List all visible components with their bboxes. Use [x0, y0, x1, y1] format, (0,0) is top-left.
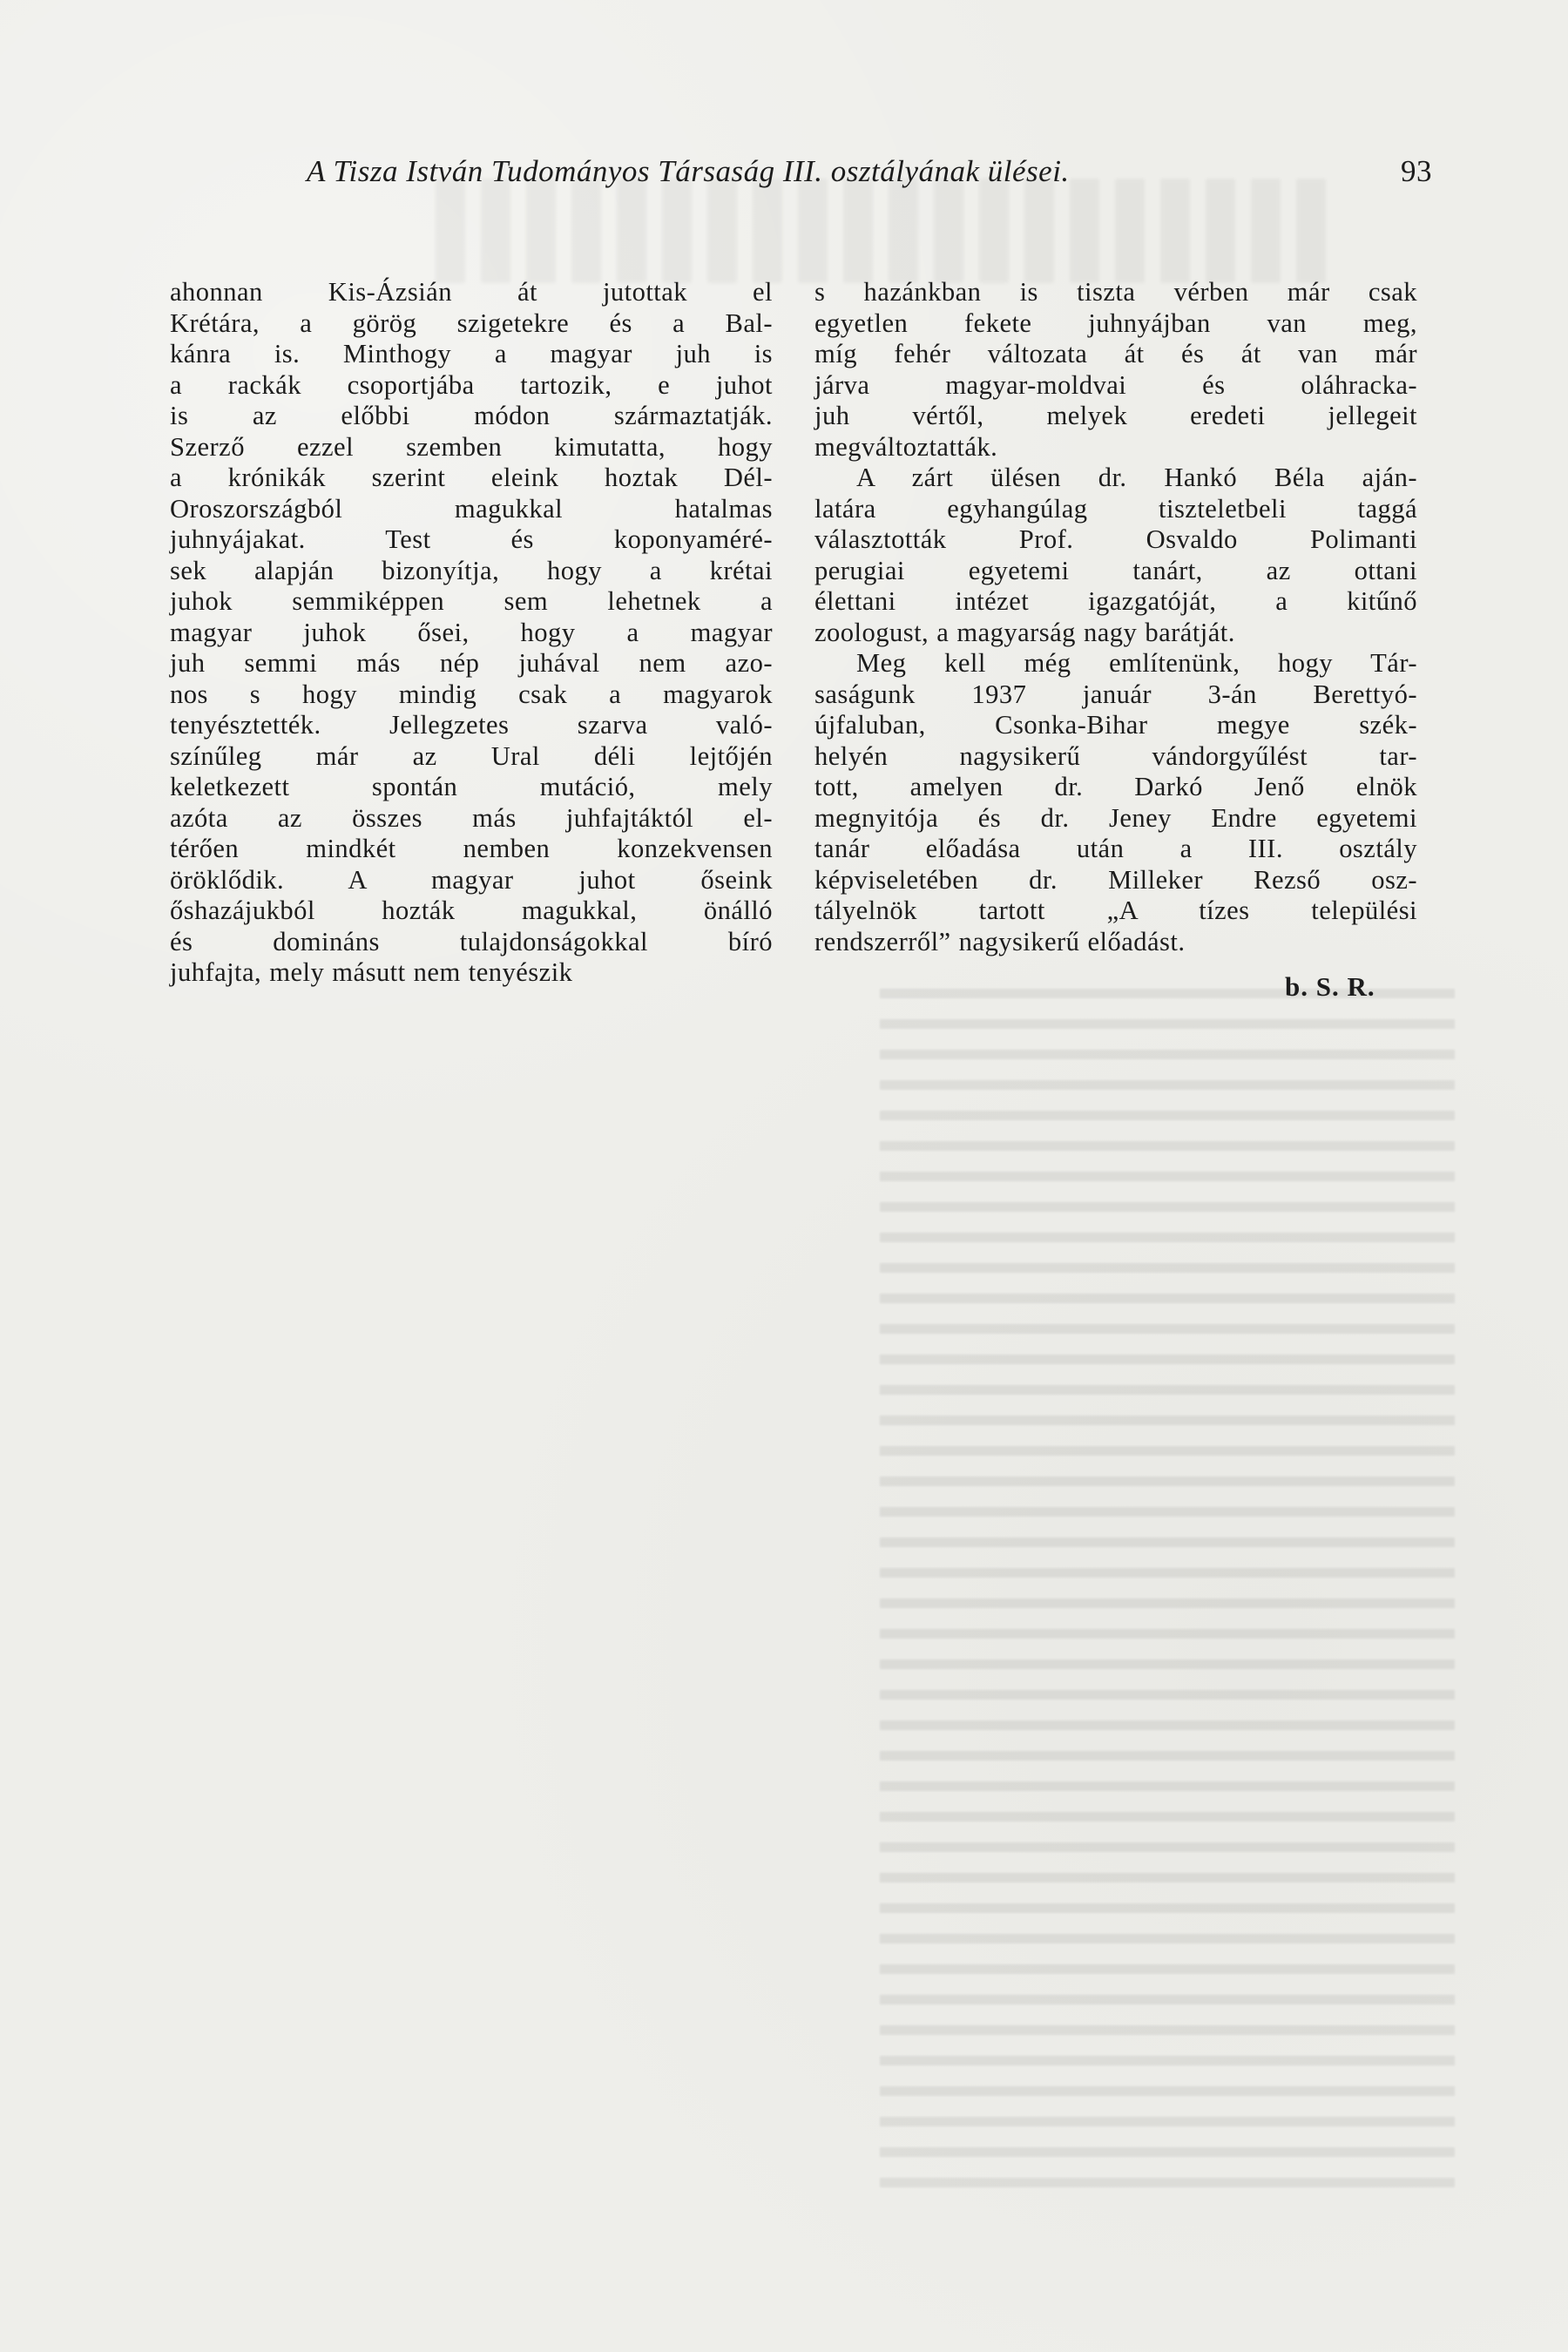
left-text-column — [170, 277, 773, 989]
left-line: juhfajta, mely másutt nem tenyészik — [170, 957, 573, 987]
left-line: kánra is. Minthogy a magyar juh is — [170, 339, 773, 368]
left-line: juhok semmiképpen sem lehetnek a — [170, 586, 773, 616]
left-line: nos s hogy mindig csak a magyarok — [170, 679, 773, 709]
page-number: 93 — [1401, 154, 1432, 188]
right-text-column — [814, 277, 1417, 957]
right-line: újfaluban, Csonka-Bihar megye szék- — [814, 710, 1417, 740]
right-line: választották Prof. Osvaldo Polimanti — [814, 524, 1417, 554]
left-line: azóta az összes más juhfajtáktól el- — [170, 802, 773, 833]
right-line: A zárt ülésen dr. Hankó Béla aján- — [856, 463, 1417, 492]
left-line: tenyésztették. Jellegzetes szarva való- — [170, 710, 773, 740]
left-line: ahonnan Kis-Ázsián át jutottak el — [170, 277, 773, 307]
left-line: és domináns tulajdonságokkal bíró — [170, 926, 773, 956]
left-line: Szerző ezzel szemben kimutatta, hogy — [170, 431, 773, 462]
left-line: a krónikák szerint eleink hoztak Dél- — [170, 463, 773, 492]
left-line: sek alapján bizonyítja, hogy a krétai — [170, 555, 773, 585]
right-line: Meg kell még említenünk, hogy Tár- — [856, 648, 1417, 678]
left-line: térően mindkét nemben konzekvensen — [170, 834, 773, 863]
left-line: Oroszországból magukkal hatalmas — [170, 493, 773, 524]
left-line: magyar juhok ősei, hogy a magyar — [170, 617, 773, 647]
left-line: juhnyájakat. Test és koponyaméré- — [170, 524, 773, 554]
right-line: s hazánkban is tiszta vérben már csak — [814, 277, 1417, 307]
right-line: megváltoztatták. — [814, 431, 998, 462]
right-line: megnyitója és dr. Jeney Endre egyetemi — [814, 802, 1417, 833]
left-line: keletkezett spontán mutáció, mely — [170, 772, 773, 801]
right-line: míg fehér változata át és át van már — [814, 339, 1417, 368]
right-line: tott, amelyen dr. Darkó Jenő elnök — [814, 772, 1417, 801]
bleed-through-text — [880, 989, 1455, 2208]
left-line: a rackák csoportjába tartozik, e juhot — [170, 369, 773, 400]
left-line: őshazájukból hozták magukkal, önálló — [170, 896, 773, 925]
right-line: perugiai egyetemi tanárt, az ottani — [814, 555, 1417, 585]
left-line: Krétára, a görög szigetekre és a Bal- — [170, 308, 773, 338]
header-title: A Tisza István Tudományos Társaság III. osztályának ülései. — [307, 154, 1070, 188]
right-line: helyén nagysikerű vándorgyűlést tar- — [814, 740, 1417, 771]
right-line: juh vértől, melyek eredeti jellegeit — [814, 401, 1417, 430]
bleed-through-title — [436, 179, 1342, 283]
right-line: járva magyar-moldvai és oláhracka- — [814, 369, 1417, 400]
right-line: élettani intézet igazgatóját, a kitűnő — [814, 586, 1417, 616]
left-line: színűleg már az Ural déli lejtőjén — [170, 740, 773, 771]
left-line: öröklődik. A magyar juhot őseink — [170, 864, 773, 895]
right-line: zoologust, a magyarság nagy barátját. — [814, 617, 1235, 647]
right-line: latára egyhangúlag tiszteletbeli taggá — [814, 493, 1417, 524]
right-line: egyetlen fekete juhnyájban van meg, — [814, 308, 1417, 338]
right-line: képviseletében dr. Milleker Rezső osz- — [814, 864, 1417, 895]
right-line: tanár előadása után a III. osztály — [814, 834, 1417, 863]
right-line: saságunk 1937 január 3-án Berettyó- — [814, 679, 1417, 709]
right-line: tályelnök tartott „A tízes települési — [814, 896, 1417, 925]
author-initials: b. S. R. — [1285, 971, 1375, 1002]
right-line: rendszerről” nagysikerű előadást. — [814, 926, 1186, 956]
running-header — [307, 154, 1432, 189]
left-line: juh semmi más nép juhával nem azo- — [170, 648, 773, 678]
left-line: is az előbbi módon származtatják. — [170, 401, 773, 430]
